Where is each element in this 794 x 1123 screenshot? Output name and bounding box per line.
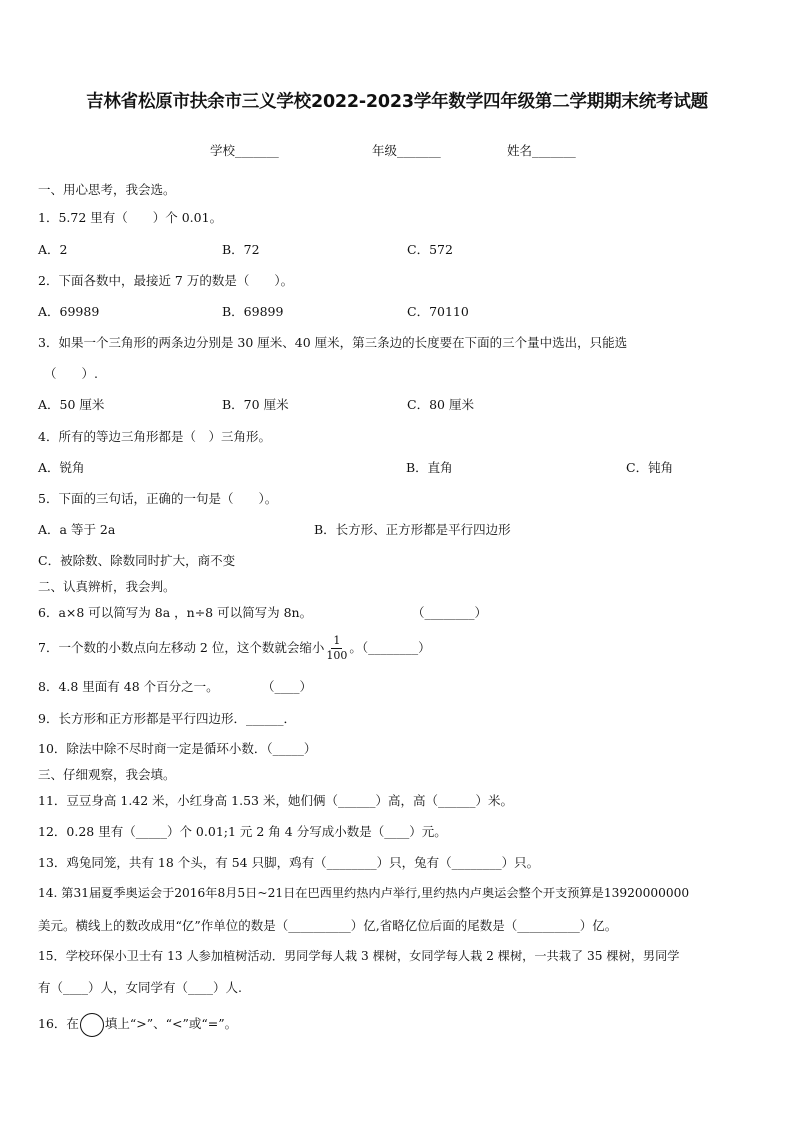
q3-option-c: C．80 厘米: [407, 397, 474, 412]
question-14-line-2: 美元。横线上的数改成用“亿”作单位的数是（__________）亿,省略亿位后面的尾数是（__________）亿。: [38, 918, 618, 933]
circle-blank-icon: [80, 1013, 104, 1037]
section-2-heading: 二、认真辨析，我会判。: [38, 579, 176, 594]
q4-option-b: B．直角: [406, 460, 453, 475]
q7-answer-blank: 。（________）: [349, 640, 431, 655]
q3-option-a: A．50 厘米: [38, 397, 105, 412]
page-title: 吉林省松原市扶余市三义学校2022-2023学年数学四年级第二学期期末统考试题: [86, 92, 708, 112]
question-6: 6．a×8 可以简写为 8a ，n÷8 可以简写为 8n。: [38, 605, 313, 620]
question-3-line-2: （ ）.: [44, 366, 98, 381]
q2-option-c: C．70110: [407, 304, 469, 319]
question-4: 4．所有的等边三角形都是（ ）三角形。: [38, 429, 271, 444]
school-field: 学校_______: [210, 143, 279, 158]
fraction-numerator: 1: [333, 634, 341, 647]
question-15-line-1: 15．学校环保小卫士有 13 人参加植树活动．男同学每人栽 3 棵树，女同学每人栽 2 棵树，一共栽了 35 棵树，男同学: [38, 949, 680, 963]
question-10: 10．除法中除不尽时商一定是循环小数．（_____）: [38, 741, 317, 756]
q2-option-a: A．69989: [38, 304, 100, 319]
grade-field: 年级_______: [372, 143, 441, 158]
question-9: 9．长方形和正方形都是平行四边形．______．: [38, 711, 296, 726]
q5-option-b: B．长方形、正方形都是平行四边形: [314, 522, 511, 537]
q5-option-c: C．被除数、除数同时扩大，商不变: [38, 553, 236, 568]
question-1: 1．5.72 里有（ ）个 0.01。: [38, 210, 223, 225]
question-15-line-2: 有（____）人，女同学有（____）人.: [38, 980, 242, 995]
q3-option-b: B．70 厘米: [222, 397, 289, 412]
q4-option-a: A．锐角: [38, 460, 85, 475]
question-13: 13．鸡兔同笼，共有 18 个头，有 54 只脚，鸡有（________）只，兔有（________）只。: [38, 855, 540, 870]
q1-option-b: B．72: [222, 242, 260, 257]
question-7: [38, 632, 431, 664]
question-5: 5．下面的三句话，正确的一句是（ ）。: [38, 491, 278, 506]
q5-option-a: A．a 等于 2a: [38, 522, 116, 537]
section-1-heading: 一、用心思考，我会选。: [38, 182, 176, 197]
q1-option-a: A．2: [38, 242, 68, 257]
question-3-line-1: 3．如果一个三角形的两条边分别是 30 厘米、40 厘米，第三条边的长度要在下面的三个量中选出，只能选: [38, 335, 628, 350]
q4-option-c: C．钝角: [626, 460, 674, 475]
question-2: 2．下面各数中，最接近 7 万的数是（ ）。: [38, 273, 294, 288]
fraction-one-hundredth: [326, 634, 347, 663]
q7-text: 7．一个数的小数点向左移动 2 位，这个数就会缩小: [38, 640, 325, 655]
q16-text-prefix: 16．在: [38, 1016, 79, 1031]
q16-text-suffix: 填上“>”、“<”或“=”。: [104, 1016, 238, 1031]
section-3-heading: 三、仔细观察，我会填。: [38, 767, 176, 782]
fraction-denominator: 100: [326, 649, 348, 662]
question-14-line-1: 14. 第31届夏季奥运会于2016年8月5日~21日在巴西里约热内卢举行,里约热内卢奥运会整个开支预算是13920000000: [38, 886, 690, 900]
question-8: 8．4.8 里面有 48 个百分之一。: [38, 679, 219, 694]
q2-option-b: B．69899: [222, 304, 284, 319]
question-16: [38, 1011, 237, 1037]
q8-answer-blank: （____）: [262, 679, 313, 694]
question-11: 11．豆豆身高 1.42 米，小红身高 1.53 米，她们俩（______）高，高（______）米。: [38, 793, 513, 808]
q1-option-c: C．572: [407, 242, 453, 257]
q6-answer-blank: （________）: [412, 605, 488, 620]
question-12: 12．0.28 里有（_____）个 0.01;1 元 2 角 4 分写成小数是（____）元。: [38, 824, 447, 839]
name-field: 姓名_______: [507, 143, 576, 158]
